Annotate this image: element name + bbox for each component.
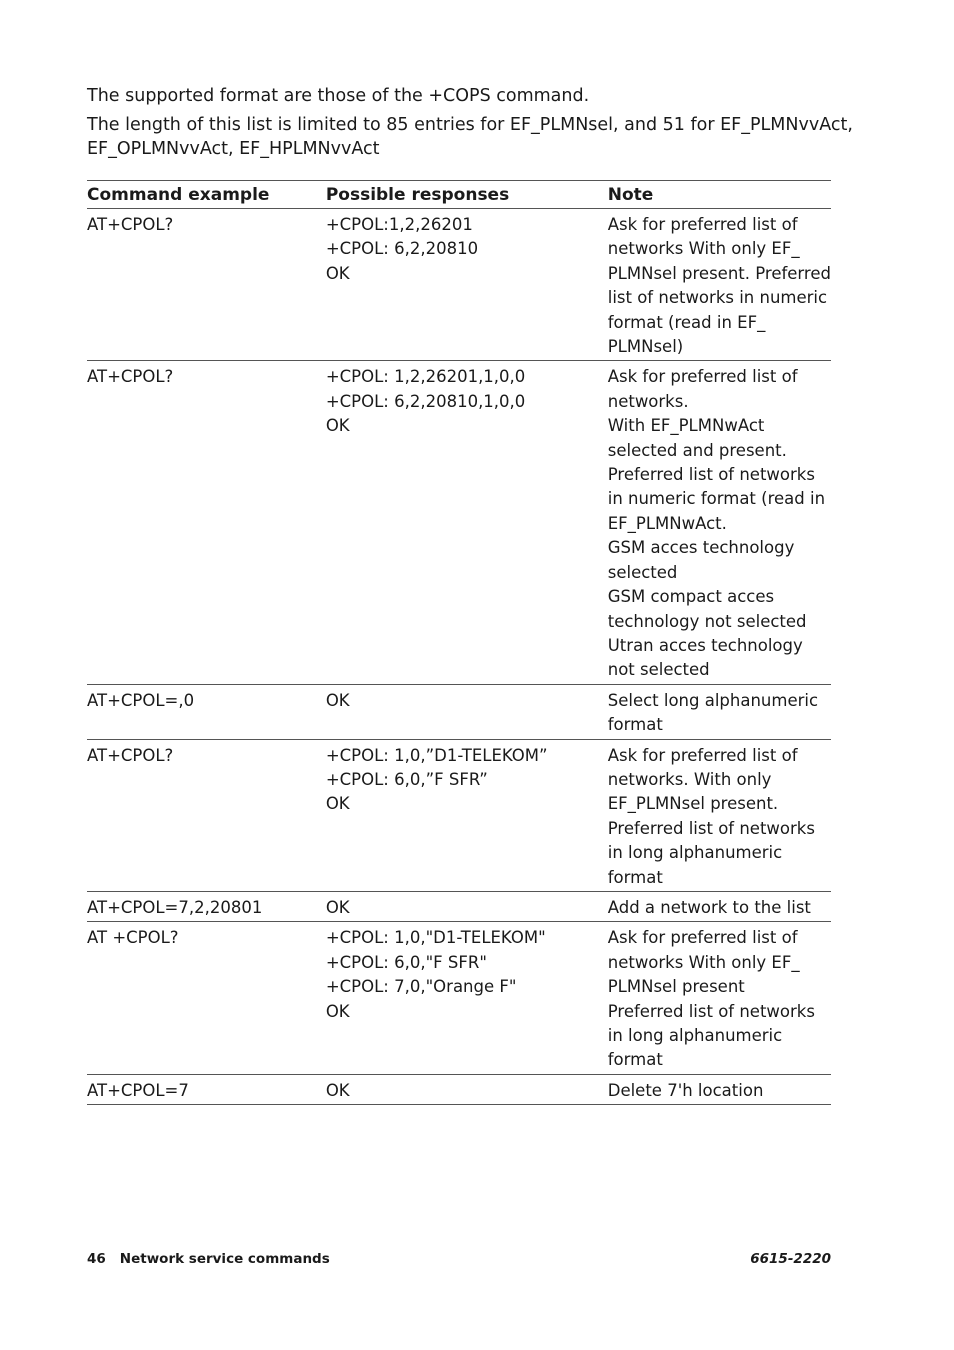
response-line: +CPOL: 1,0,”D1-TELEKOM” bbox=[325, 745, 548, 765]
response-line: OK bbox=[325, 1001, 350, 1021]
possible-responses-cell bbox=[326, 1074, 608, 1104]
note-cell bbox=[608, 922, 831, 1074]
table-row bbox=[87, 209, 831, 361]
response-line: +CPOL: 6,0,"F SFR" bbox=[325, 952, 487, 972]
note-cell bbox=[608, 739, 831, 891]
note-line: Delete 7'h location bbox=[607, 1080, 764, 1100]
command-example-cell: AT+CPOL=7 bbox=[87, 1074, 326, 1104]
response-line: OK bbox=[325, 263, 350, 283]
document-number: 6615-2220 bbox=[750, 1251, 831, 1267]
note-line: in long alphanumeric bbox=[607, 843, 783, 863]
possible-responses-cell bbox=[326, 891, 608, 921]
response-line: +CPOL: 1,0,"D1-TELEKOM" bbox=[325, 928, 546, 948]
header-command-example: Command example bbox=[87, 181, 326, 209]
note-line: technology not selected bbox=[607, 611, 807, 631]
note-line: format bbox=[607, 867, 663, 887]
header-note: Note bbox=[608, 181, 831, 209]
note-line: Add a network to the list bbox=[607, 897, 811, 917]
response-line: +CPOL: 1,2,26201,1,0,0 bbox=[325, 367, 526, 387]
note-line: PLMNsel) bbox=[607, 337, 684, 357]
response-line: OK bbox=[325, 1080, 350, 1100]
possible-responses-cell bbox=[326, 209, 608, 361]
possible-responses-cell bbox=[326, 361, 608, 684]
note-line: selected and present. bbox=[607, 440, 787, 460]
note-cell bbox=[608, 1074, 831, 1104]
note-line: in numeric format (read in bbox=[607, 489, 826, 509]
possible-responses-cell bbox=[326, 739, 608, 891]
note-line: Ask for preferred list of bbox=[607, 745, 798, 765]
note-line: Ask for preferred list of bbox=[607, 367, 798, 387]
response-line: OK bbox=[325, 794, 350, 814]
intro-paragraph-2-line: EF_OPLMNvvAct, EF_HPLMNvvAct bbox=[87, 139, 380, 159]
possible-responses-cell bbox=[326, 684, 608, 739]
footer-left bbox=[87, 1251, 330, 1267]
response-line: OK bbox=[325, 897, 350, 917]
table-row bbox=[87, 361, 831, 684]
command-example-cell: AT+CPOL? bbox=[87, 209, 326, 361]
table-row bbox=[87, 684, 831, 739]
note-line: Preferred list of networks bbox=[607, 465, 815, 485]
note-line: With EF_PLMNwAct bbox=[607, 416, 765, 436]
note-line: PLMNsel present. Preferred bbox=[607, 263, 831, 283]
note-line: format bbox=[607, 1050, 663, 1070]
note-line: networks With only EF_ bbox=[607, 239, 800, 259]
note-line: list of networks in numeric bbox=[607, 288, 828, 308]
note-cell bbox=[608, 891, 831, 921]
command-example-cell: AT+CPOL=7,2,20801 bbox=[87, 891, 326, 921]
response-line: +CPOL: 6,2,20810,1,0,0 bbox=[325, 391, 526, 411]
note-line: format bbox=[607, 715, 663, 735]
intro-paragraph-1: The supported format are those of the +COPS command. bbox=[87, 86, 590, 106]
note-cell bbox=[608, 361, 831, 684]
command-example-cell: AT +CPOL? bbox=[87, 922, 326, 1074]
section-title: Network service commands bbox=[119, 1251, 330, 1267]
note-line: GSM compact acces bbox=[607, 587, 775, 607]
note-line: EF_PLMNwAct. bbox=[607, 513, 727, 533]
note-line: Preferred list of networks bbox=[607, 1001, 815, 1021]
note-line: not selected bbox=[607, 660, 710, 680]
command-table bbox=[87, 180, 831, 1105]
possible-responses-cell bbox=[326, 922, 608, 1074]
response-line: +CPOL: 6,2,20810 bbox=[325, 239, 479, 259]
table-row bbox=[87, 891, 831, 921]
response-line: +CPOL: 6,0,”F SFR” bbox=[325, 769, 488, 789]
intro-paragraph-2 bbox=[87, 113, 853, 161]
table-row bbox=[87, 1074, 831, 1104]
response-line: +CPOL:1,2,26201 bbox=[325, 215, 473, 234]
command-example-cell: AT+CPOL? bbox=[87, 361, 326, 684]
note-line: Select long alphanumeric bbox=[607, 690, 819, 710]
note-line: networks. bbox=[607, 391, 689, 411]
table-body bbox=[87, 209, 831, 1105]
table-row bbox=[87, 922, 831, 1074]
note-line: Preferred list of networks bbox=[607, 818, 815, 838]
response-line: +CPOL: 7,0,"Orange F" bbox=[325, 977, 517, 997]
note-line: networks. With only bbox=[607, 769, 772, 789]
response-line: OK bbox=[325, 690, 350, 710]
note-cell bbox=[608, 209, 831, 361]
table-row bbox=[87, 739, 831, 891]
note-line: EF_PLMNsel present. bbox=[607, 794, 779, 814]
table-header-row bbox=[87, 181, 831, 209]
note-line: networks With only EF_ bbox=[607, 952, 800, 972]
note-line: PLMNsel present bbox=[607, 977, 745, 997]
note-line: in long alphanumeric bbox=[607, 1026, 783, 1045]
response-line: OK bbox=[325, 416, 350, 436]
command-example-cell: AT+CPOL=,0 bbox=[87, 684, 326, 739]
note-cell bbox=[608, 684, 831, 739]
note-line: selected bbox=[607, 562, 678, 582]
command-example-cell: AT+CPOL? bbox=[87, 739, 326, 891]
note-line: Ask for preferred list of bbox=[607, 928, 798, 948]
note-line: format (read in EF_ bbox=[607, 312, 766, 332]
note-line: GSM acces technology bbox=[607, 538, 795, 558]
page-number: 46 bbox=[87, 1251, 106, 1267]
intro-paragraph-2-line: The length of this list is limited to 85 entries for EF_PLMNsel, and 51 for EF_PLMNvvAct, bbox=[87, 115, 853, 135]
note-line: Utran acces technology bbox=[607, 635, 803, 655]
header-possible-responses: Possible responses bbox=[326, 181, 608, 209]
note-line: Ask for preferred list of bbox=[607, 215, 798, 234]
